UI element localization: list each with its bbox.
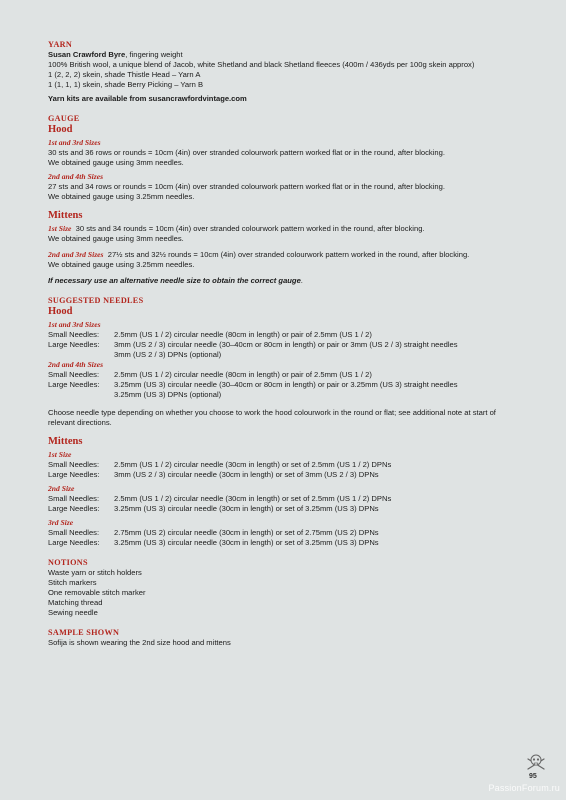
- gauge-hood-heading: Hood: [48, 124, 73, 135]
- gauge-heading: GAUGE: [48, 114, 80, 123]
- gauge-mittens-size-2: 2nd and 3rd Sizes: [48, 250, 104, 259]
- gauge-mittens-line: We obtained gauge using 3mm needles.: [48, 234, 184, 243]
- gauge-mittens-heading: Mittens: [48, 210, 83, 221]
- gauge-mittens-line: 2nd and 3rd Sizes 27½ sts and 32½ rounds = 10cm (4in) over stranded colourwork pattern worked in the round, after blocking.: [48, 250, 470, 259]
- needle-row: Large Needles: 3mm (US 2 / 3) circular needle (30–40cm or 80cm in length) or pair or 3mm (US 2 / 3) straight needles: [48, 340, 458, 349]
- gauge-hood-size-1: 1st and 3rd Sizes: [48, 138, 101, 147]
- yarn-brand-line: [48, 50, 518, 60]
- yarn-heading: YARN: [48, 40, 73, 49]
- gauge-hood-line: We obtained gauge using 3mm needles.: [48, 158, 184, 167]
- needle-row: 3mm (US 2 / 3) DPNs (optional): [114, 350, 222, 359]
- yarn-brand: Susan Crawford Byre: [48, 50, 126, 59]
- needles-hood-heading: Hood: [48, 306, 73, 317]
- needle-row: Large Needles: 3.25mm (US 3) circular needle (30cm in length) or set of 3.25mm (US 3) DPNs: [48, 504, 379, 513]
- needles-mittens-size-3: 3rd Size: [48, 518, 74, 527]
- sample-text: Sofija is shown wearing the 2nd size hood and mittens: [48, 638, 231, 647]
- needle-row: Small Needles: 2.75mm (US 2) circular needle (30cm in length) or set of 2.75mm (US 2) DPNs: [48, 528, 379, 537]
- gauge-hood-line: 30 sts and 36 rows or rounds = 10cm (4in) over stranded colourwork pattern worked flat or in the round, after blocking.: [48, 148, 445, 157]
- gauge-mittens-line: We obtained gauge using 3.25mm needles.: [48, 260, 195, 269]
- gauge-hood-line: 27 sts and 34 rows or rounds = 10cm (4in) over stranded colourwork pattern worked flat or in the round, after blocking.: [48, 182, 445, 191]
- needle-row: Small Needles: 2.5mm (US 1 / 2) circular needle (30cm in length) or set of 2.5mm (US 1 / 2) DPNs: [48, 494, 392, 503]
- watermark: PassionForum.ru: [488, 783, 560, 793]
- gauge-mittens-size-1: 1st Size: [48, 224, 72, 233]
- needles-hood-size-2: 2nd and 4th Sizes: [48, 360, 104, 369]
- notion-item: Sewing needle: [48, 608, 98, 617]
- yarn-section: [48, 40, 518, 104]
- needle-row: Small Needles: 2.5mm (US 1 / 2) circular needle (80cm in length) or pair of 2.5mm (US 1 / 2): [48, 330, 372, 339]
- notion-item: One removable stitch marker: [48, 588, 146, 597]
- needles-mittens-size-1: 1st Size: [48, 450, 72, 459]
- needles-heading: SUGGESTED NEEDLES: [48, 296, 144, 305]
- needles-mittens-size-2: 2nd Size: [48, 484, 75, 493]
- yarn-weight: , fingering weight: [125, 50, 183, 59]
- needle-row: Large Needles: 3.25mm (US 3) circular needle (30–40cm or 80cm in length) or pair or 3.25mm (US 3) straight needles: [48, 380, 458, 389]
- needles-hood-size-1: 1st and 3rd Sizes: [48, 320, 101, 329]
- page-number: 95: [529, 773, 537, 780]
- yarn-a: 1 (2, 2, 2) skein, shade Thistle Head – Yarn A: [48, 70, 201, 79]
- needles-mittens-heading: Mittens: [48, 436, 83, 447]
- needle-row: Small Needles: 2.5mm (US 1 / 2) circular needle (80cm in length) or pair of 2.5mm (US 1 / 2): [48, 370, 372, 379]
- gauge-hood-line: We obtained gauge using 3.25mm needles.: [48, 192, 195, 201]
- pattern-info-page: [48, 40, 518, 648]
- gauge-note: If necessary use an alternative needle size to obtain the correct gauge.: [48, 276, 303, 285]
- skull-crossbones-logo-icon: [525, 752, 547, 772]
- notions-section: [48, 558, 518, 618]
- notions-heading: NOTIONS: [48, 558, 88, 567]
- sample-section: [48, 628, 518, 648]
- yarn-b: 1 (1, 1, 1) skein, shade Berry Picking – Yarn B: [48, 80, 204, 89]
- notion-item: Waste yarn or stitch holders: [48, 568, 142, 577]
- notion-item: Stitch markers: [48, 578, 97, 587]
- needle-row: Large Needles: 3.25mm (US 3) circular needle (30cm in length) or set of 3.25mm (US 3) DPNs: [48, 538, 379, 547]
- needle-row: Small Needles: 2.5mm (US 1 / 2) circular needle (30cm in length) or set of 2.5mm (US 1 / 2) DPNs: [48, 460, 392, 469]
- needle-row: 3.25mm (US 3) DPNs (optional): [114, 390, 222, 399]
- gauge-mittens-line: 1st Size 30 sts and 34 rounds = 10cm (4in) over stranded colourwork pattern worked in the round, after blocking.: [48, 224, 425, 233]
- needles-section: [48, 296, 518, 548]
- sample-heading: SAMPLE SHOWN: [48, 628, 120, 637]
- yarn-fibre: 100% British wool, a unique blend of Jacob, white Shetland and black Shetland fleeces (400m / 436yds per 100g skein approx): [48, 60, 475, 69]
- needle-row: Large Needles: 3mm (US 2 / 3) circular needle (30cm in length) or set of 3mm (US 2 / 3) DPNs: [48, 470, 379, 479]
- gauge-section: [48, 114, 518, 286]
- yarn-kits-note: Yarn kits are available from susancrawfordvintage.com: [48, 94, 247, 103]
- notion-item: Matching thread: [48, 598, 103, 607]
- gauge-hood-size-2: 2nd and 4th Sizes: [48, 172, 104, 181]
- needles-hood-note: Choose needle type depending on whether you choose to work the hood colourwork in the round or flat; see additional note at start of relevant directions.: [48, 408, 496, 427]
